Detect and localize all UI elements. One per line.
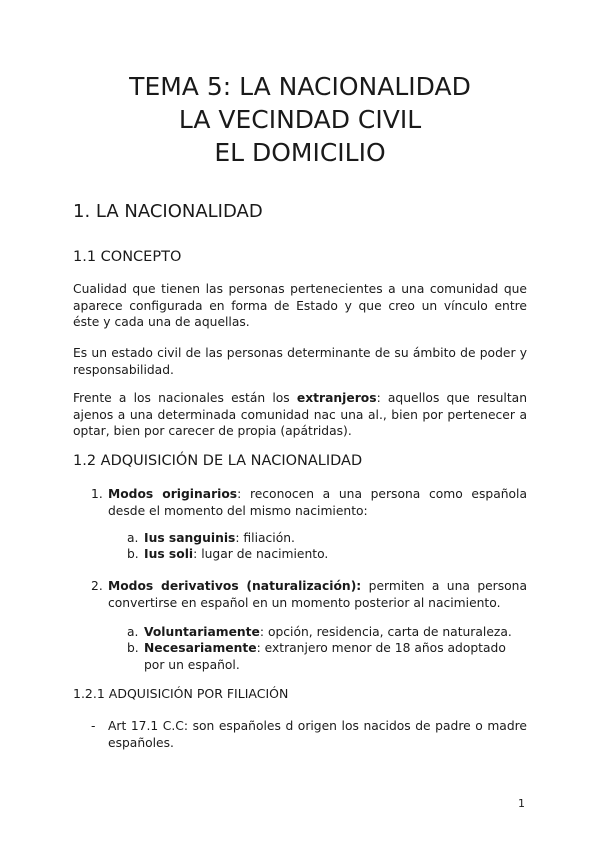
page-number: 1	[518, 797, 525, 810]
subsection-heading-adquisicion: 1.2 ADQUISICIÓN DE LA NACIONALIDAD	[73, 453, 363, 469]
list-number: 2.	[91, 579, 103, 593]
list-item-art-17	[91, 718, 527, 751]
list-item-text: permiten a una persona convertirse en español en un momento posterior al nacimiento.	[108, 579, 527, 610]
sub-item-bold: Ius soli	[144, 547, 194, 561]
sub-item-text: : filiación.	[235, 531, 295, 545]
subsection-heading-filiacion: 1.2.1 ADQUISICIÓN POR FILIACIÓN	[73, 686, 289, 701]
sub-item-text: : opción, residencia, carta de naturaleza.	[259, 625, 512, 639]
document-title	[0, 70, 600, 169]
paragraph-concepto-1: Cualidad que tienen las personas pertenecientes a una comunidad que aparece configurada en forma de Estado y que creo un vínculo entre éste y cada una de aquellas.	[73, 282, 527, 329]
sub-letter: a.	[127, 531, 139, 545]
sub-item-necesariamente	[127, 640, 527, 673]
section-heading-nacionalidad: 1. LA NACIONALIDAD	[73, 201, 263, 222]
sub-letter: b.	[127, 547, 139, 561]
p3-bold-extranjeros: extranjeros	[296, 391, 377, 405]
sub-item-voluntariamente	[127, 624, 527, 641]
subsection-heading-concepto: 1.1 CONCEPTO	[73, 249, 182, 265]
sub-item-text: : extranjero menor de 18 años adoptado por un español.	[144, 641, 506, 672]
sub-item-ius-sanguinis	[127, 530, 527, 547]
title-line-2: LA VECINDAD CIVIL	[178, 105, 422, 134]
p3-text-pre: Frente a los nacionales están los	[73, 391, 297, 405]
sub-item-bold: Ius sanguinis	[144, 531, 236, 545]
list-item-bold: Modos derivativos (naturalización):	[108, 579, 362, 593]
sub-letter: a.	[127, 625, 139, 639]
title-line-3: EL DOMICILIO	[214, 138, 386, 167]
p3-text-post: : aquellos que resultan ajenos a una determinada comunidad nac una al., bien por pertenecer a optar, bien por carecer de propia (apátridas).	[73, 391, 527, 438]
list-item-text: : reconocen a una persona como española desde el momento del mismo nacimiento:	[108, 487, 527, 518]
paragraph-concepto-3	[73, 390, 527, 440]
list-item-modos-derivativos	[91, 578, 527, 611]
sub-item-text: : lugar de nacimiento.	[193, 547, 329, 561]
sub-letter: b.	[127, 641, 139, 655]
list-number: 1.	[91, 487, 103, 501]
list-item-modos-originarios	[91, 486, 527, 519]
title-line-1: TEMA 5: LA NACIONALIDAD	[129, 72, 471, 101]
list-item-text: Art 17.1 C.C: son españoles d origen los nacidos de padre o madre españoles.	[108, 719, 527, 750]
dash-bullet: -	[91, 719, 96, 733]
sub-item-bold: Voluntariamente	[144, 625, 260, 639]
sub-item-ius-soli	[127, 546, 527, 563]
list-item-bold: Modos originarios	[108, 487, 238, 501]
sub-item-bold: Necesariamente	[144, 641, 257, 655]
paragraph-concepto-2: Es un estado civil de las personas determinante de su ámbito de poder y responsabilidad.	[73, 346, 527, 377]
